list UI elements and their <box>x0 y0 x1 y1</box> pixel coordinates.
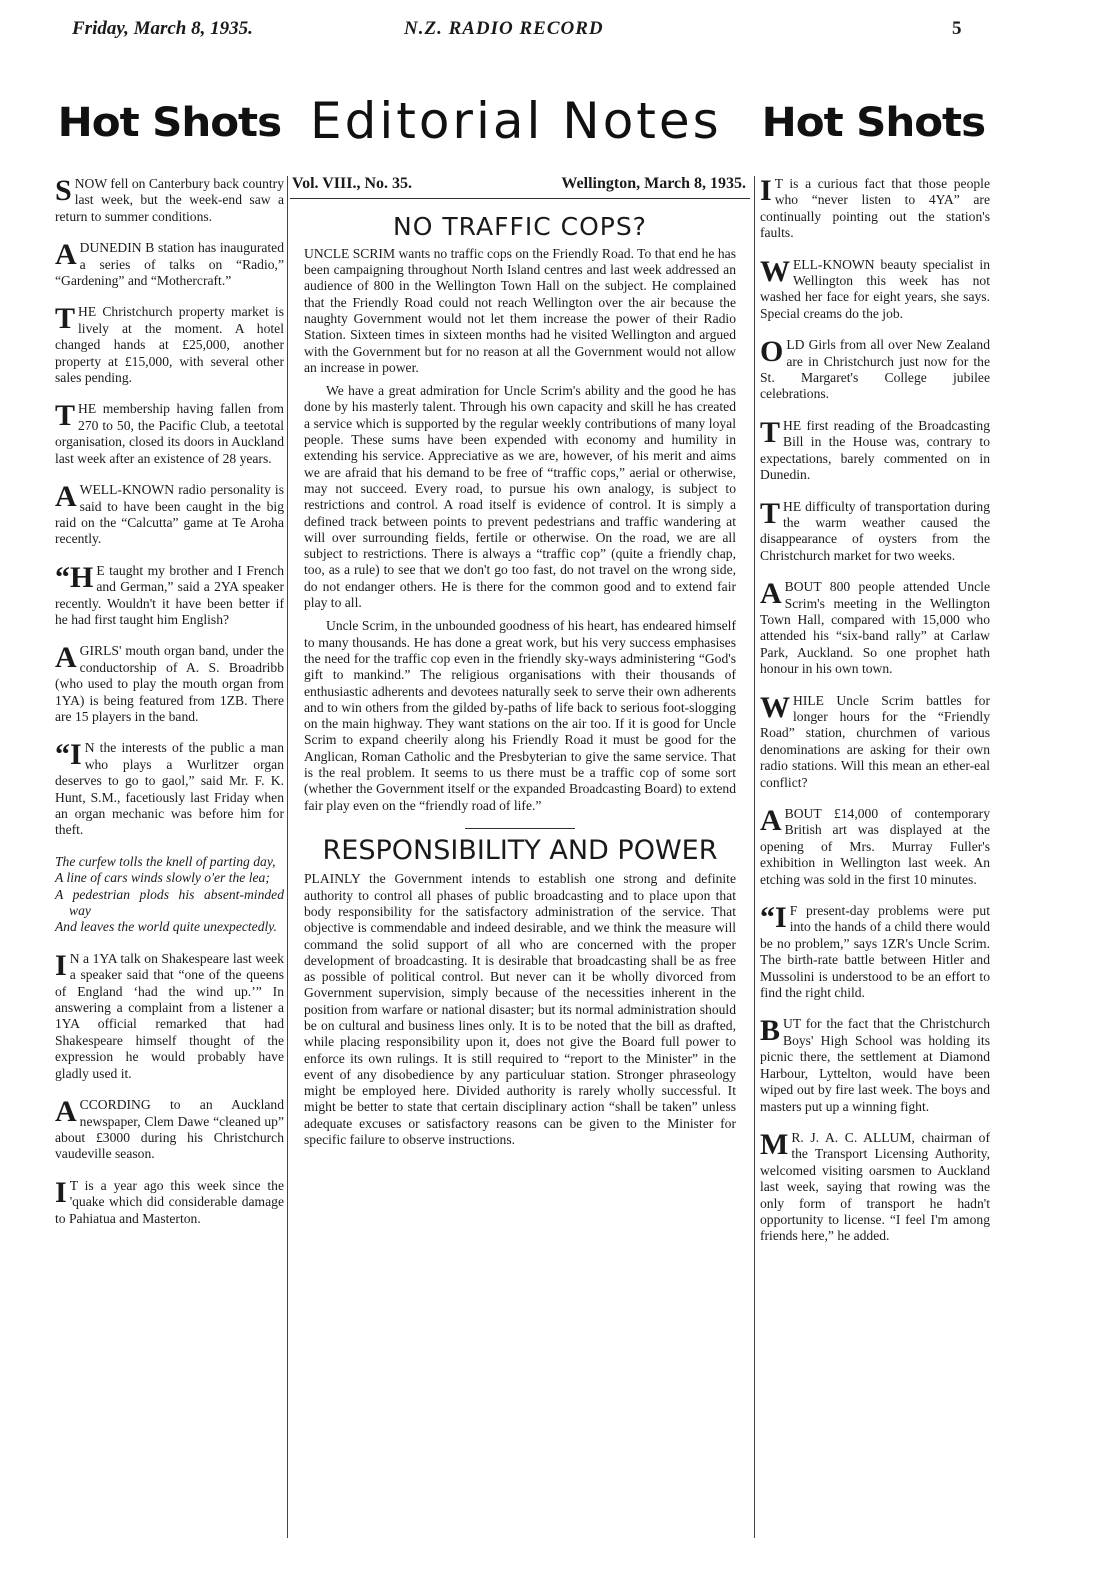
news-item <box>760 176 990 242</box>
news-item <box>55 643 284 725</box>
section-title: Editorial Notes <box>310 92 722 150</box>
item-text: DUNEDIN B station has inaugurated a series of talks on “Radio,” “Gardening” and “Mothercraft.” <box>55 240 284 289</box>
item-text: T is a year ago this week since the 'quake which did considerable damage to Pahiatua and Masterton. <box>55 1177 284 1226</box>
news-item <box>760 579 990 677</box>
news-item <box>760 1127 990 1245</box>
article-paragraph: Uncle Scrim, in the unbounded goodness of his heart, has endeared himself to many thousands. He has done a great work, but his very success emphasises the need for the traffic cop even in the friendly sky-ways administering “God's gift to mankind.” The religious organisations with their thousands of enthusiastic adherents and devotees naturally seek to serve their own adherents and to win others from the gilded by-paths of life back to serious foot-slogging on the main highway. They want stations on the air too. If it is good for Uncle Scrim to expand cheerily along his Friendly Road it must be good for the Anglican, Roman Catholic and the Presbyterian to give the same service. That is the real problem. It seems to us there must be a traffic cop of some sort (whether the Government itself or the expanded Broadcasting Board) to extend fair play even on the “friendly road of life.” <box>304 618 736 813</box>
item-text: HE first reading of the Broadcasting Bill in the House was, contrary to expectations, barely commented on in Dunedin. <box>760 417 990 483</box>
article-paragraph: UNCLE SCRIM wants no traffic cops on the Friendly Road. To that end he has been campaigning throughout North Island centres and last week addressed an audience of 800 in the Wellington Town Hall on the subject. He complained that the Friendly Road could not reach Wellington over the air because the naughty Government would not let them increase the power of their Radio Station. Sixteen times in sixteen months had he visited Wellington and argued with the Government but for no reason at all the Government would not allow an increase in power. <box>304 245 736 375</box>
item-text: HE membership having fallen from 270 to 50, the Pacific Club, a teetotal organisation, closed its doors in Auckland last week after an existence of 28 years. <box>55 401 284 466</box>
page-header <box>72 14 972 44</box>
poem-line: A pedestrian plods his absent-minded way <box>55 886 284 919</box>
drop-cap: A <box>760 577 782 611</box>
news-item <box>760 1016 990 1114</box>
hot-shots-logo-left: Hot Shots <box>57 100 282 146</box>
article-body <box>290 246 750 814</box>
item-text: T is a curious fact that those people who “never listen to 4YA” are continually pointing out the station's faults. <box>760 176 990 241</box>
masthead: N.Z. RADIO RECORD <box>404 18 604 39</box>
news-item <box>55 948 284 1082</box>
item-text: E taught my brother and I French and German,” said a 2YA speaker recently. Wouldn't it have been better if he had first taught him English? <box>55 562 284 627</box>
article-body <box>290 871 750 1148</box>
article-headline: NO TRAFFIC COPS? <box>393 212 647 242</box>
news-item <box>760 806 990 888</box>
article-paragraph: We have a great admiration for Uncle Scrim's ability and the good he has done by his masterly talent. Through his own capacity and skill he has created a service which is supported by the regular weekly contributions of many loyal people. These sums have been expended with economy and humility in extending his service. Appreciative as we are, however, of his merit and aims we are afraid that his demand to be free of “traffic cops,” aerial or otherwise, may not succeed. Every road, to pursue his own analogy, is subject to restrictions and control. A road itself is evidence of control. It is simply a defined track between points to prevent pedestrians and traffic wandering at will over surrounding fields, fertile or otherwise. On the road, we are all subject to restrictions. There is always a “traffic cop” (quite a friendly chap, too, as a rule) to see that we don't go too fast, do not travel on the wrong side, do not endanger others. He is there for the common good and to extend fair play to all. <box>304 383 736 611</box>
item-text: F present-day problems were put into the hands of a child there would be no problem,” says 1ZR's Uncle Scrim. The birth-rate battle between Hitler and Mussolini is understood to be an effort to find the right child. <box>760 903 990 1001</box>
news-item <box>55 740 284 838</box>
news-item <box>55 560 284 629</box>
drop-cap: I <box>760 174 772 207</box>
article-headline: RESPONSIBILITY AND POWER <box>322 834 718 866</box>
drop-cap: O <box>760 335 784 369</box>
drop-cap: S <box>55 174 72 207</box>
item-text: BOUT £14,000 of contemporary British art was displayed at the opening of Mrs. Murray Fuller's exhibition in Wellington last week. An etching was sold in the first 10 minutes. <box>760 806 990 887</box>
drop-cap: T <box>760 496 781 530</box>
news-item <box>55 176 284 225</box>
drop-cap: “H <box>55 560 94 594</box>
item-text: UT for the fact that the Christchurch Boys' High School was holding its picnic there, the settlement at Diamond Harbour, Lyttelton, would have been wiped out by fire last week. The boys and masters put up a winning fight. <box>760 1016 990 1114</box>
drop-cap: T <box>55 399 76 433</box>
news-item <box>760 690 990 791</box>
left-column <box>55 176 284 1242</box>
drop-cap: W <box>760 254 790 288</box>
page-number: 5 <box>952 18 962 39</box>
drop-cap: A <box>55 238 77 272</box>
news-item <box>55 1097 284 1163</box>
drop-cap: A <box>55 641 77 675</box>
article-separator <box>465 828 575 829</box>
drop-cap: “I <box>760 901 787 935</box>
poem <box>55 854 284 936</box>
drop-cap: W <box>760 690 790 724</box>
item-text: LD Girls from all over New Zealand are in Christchurch just now for the St. Margaret's College jubilee celebrations. <box>760 337 990 402</box>
editorial-column <box>290 176 750 1155</box>
news-item <box>55 401 284 467</box>
drop-cap: T <box>55 302 76 336</box>
item-text: NOW fell on Canterbury back country last week, but the week-end saw a return to summer conditions. <box>55 176 284 224</box>
column-divider <box>287 176 288 1538</box>
section-banner <box>55 92 995 162</box>
item-text: N a 1YA talk on Shakespeare last week a speaker said that “one of the queens of England ‘had the wind up.’” In answering a complaint from a listener a 1YA official remarked that had Shakespeare himself thought of the expression he would probably have gladly used it. <box>55 950 284 1081</box>
item-text: HILE Uncle Scrim battles for longer hours for the “Friendly Road” station, churchmen of various denominations are asking for their own radio stations. Will this mean an ether-eal conflict? <box>760 692 990 790</box>
news-item <box>760 337 990 403</box>
news-item <box>760 496 990 565</box>
item-text: N the interests of the public a man who plays a Wurlitzer organ deserves to go to gaol,” said Mr. F. K. Hunt, S.M., facetiously last Friday when an organ mechanic was before him for theft. <box>55 740 284 838</box>
volume-number: Vol. VIII., No. 35. <box>292 175 413 192</box>
drop-cap: B <box>760 1014 781 1048</box>
drop-cap: I <box>55 948 67 982</box>
drop-cap: A <box>55 1095 77 1129</box>
poem-line: The curfew tolls the knell of parting day, <box>55 853 276 869</box>
drop-cap: “I <box>55 738 82 772</box>
item-text: HE difficulty of transportation during the warm weather caused the disappearance of oysters from the Christchurch market for two weeks. <box>760 498 990 563</box>
place-date: Wellington, March 8, 1935. <box>561 175 746 192</box>
item-text: ELL-KNOWN beauty specialist in Wellington this week has not washed her face for eight years, she says. Special creams do the job. <box>760 256 990 321</box>
article-paragraph: PLAINLY the Government intends to establish one strong and definite authority to control all phases of public broadcasting and to place upon that body responsibility for the satisfactory administration of the service. That objective is commendable and indeed desirable, and we think the measure will command the solid support of all who are concerned with the proper development of broadcasting. It is desirable that broadcasting shall be as free as possible of political control. But never can it be wholly divorced from Government supervision, simply because of the necessities inherent in the position from warfare or national disaster; but its normal administration should be on cultural and business lines only. It is to be noted that the bill as drafted, while placing responsibility upon it, does not give the Board full power to enforce its own rulings. It is still required to “report to the Minister” in the event of any disobedience by any particuluar station. Stronger phraseology might be employed here. Divided authority is rarely wholly successful. It might be better to state that certain disciplinary action “shall be taken” unless adequate excuses or satisfactory reasons can be given to the Minister for specific failure to observe instructions. <box>304 871 736 1148</box>
item-text: GIRLS' mouth organ band, under the conductorship of A. S. Broadribb (who used to play the mouth organ from 1YA) is being featured from 1ZB. There are 15 players in the band. <box>55 643 284 724</box>
poem-line: A line of cars winds slowly o'er the lea; <box>55 870 270 886</box>
right-column <box>760 176 990 1260</box>
issue-date: Friday, March 8, 1935. <box>72 18 253 39</box>
item-text: BOUT 800 people attended Uncle Scrim's meeting in the Wellington Town Hall, compared with 15,000 who attended his “six-band rally” at Carlaw Park, Auckland. So one prophet hath honour in his own town. <box>760 579 990 677</box>
drop-cap: A <box>760 804 782 837</box>
item-text: CCORDING to an Auckland newspaper, Clem Dawe “cleaned up” about £3000 during his Christchurch vaudeville season. <box>55 1097 284 1162</box>
poem-line: And leaves the world quite unexpectedly. <box>55 919 277 935</box>
drop-cap: I <box>55 1175 67 1209</box>
drop-cap: M <box>760 1127 789 1161</box>
volume-line <box>290 176 750 199</box>
item-text: WELL-KNOWN radio personality is said to have been caught in the big raid on the “Calcutta” game at Te Aroha recently. <box>55 482 284 547</box>
item-text: R. J. A. C. ALLUM, chairman of the Transport Licensing Authority, welcomed visiting oarsmen to Auckland last week, saying that rowing was the only form of transport he hadn't opportunity to license. “I feel I'm among friends here,” he added. <box>760 1129 990 1244</box>
hot-shots-logo-right: Hot Shots <box>761 100 986 146</box>
news-item <box>55 482 284 548</box>
news-item <box>760 415 990 484</box>
news-item <box>55 304 284 386</box>
drop-cap: T <box>760 415 781 449</box>
news-item <box>760 903 990 1001</box>
news-item <box>760 254 990 323</box>
item-text: HE Christchurch property market is lively at the moment. A hotel changed hands at £25,000, another property at £15,000, with several other sales pending. <box>55 304 284 386</box>
drop-cap: A <box>55 480 77 514</box>
column-divider <box>754 176 755 1538</box>
news-item <box>55 1175 284 1227</box>
news-item <box>55 240 284 289</box>
